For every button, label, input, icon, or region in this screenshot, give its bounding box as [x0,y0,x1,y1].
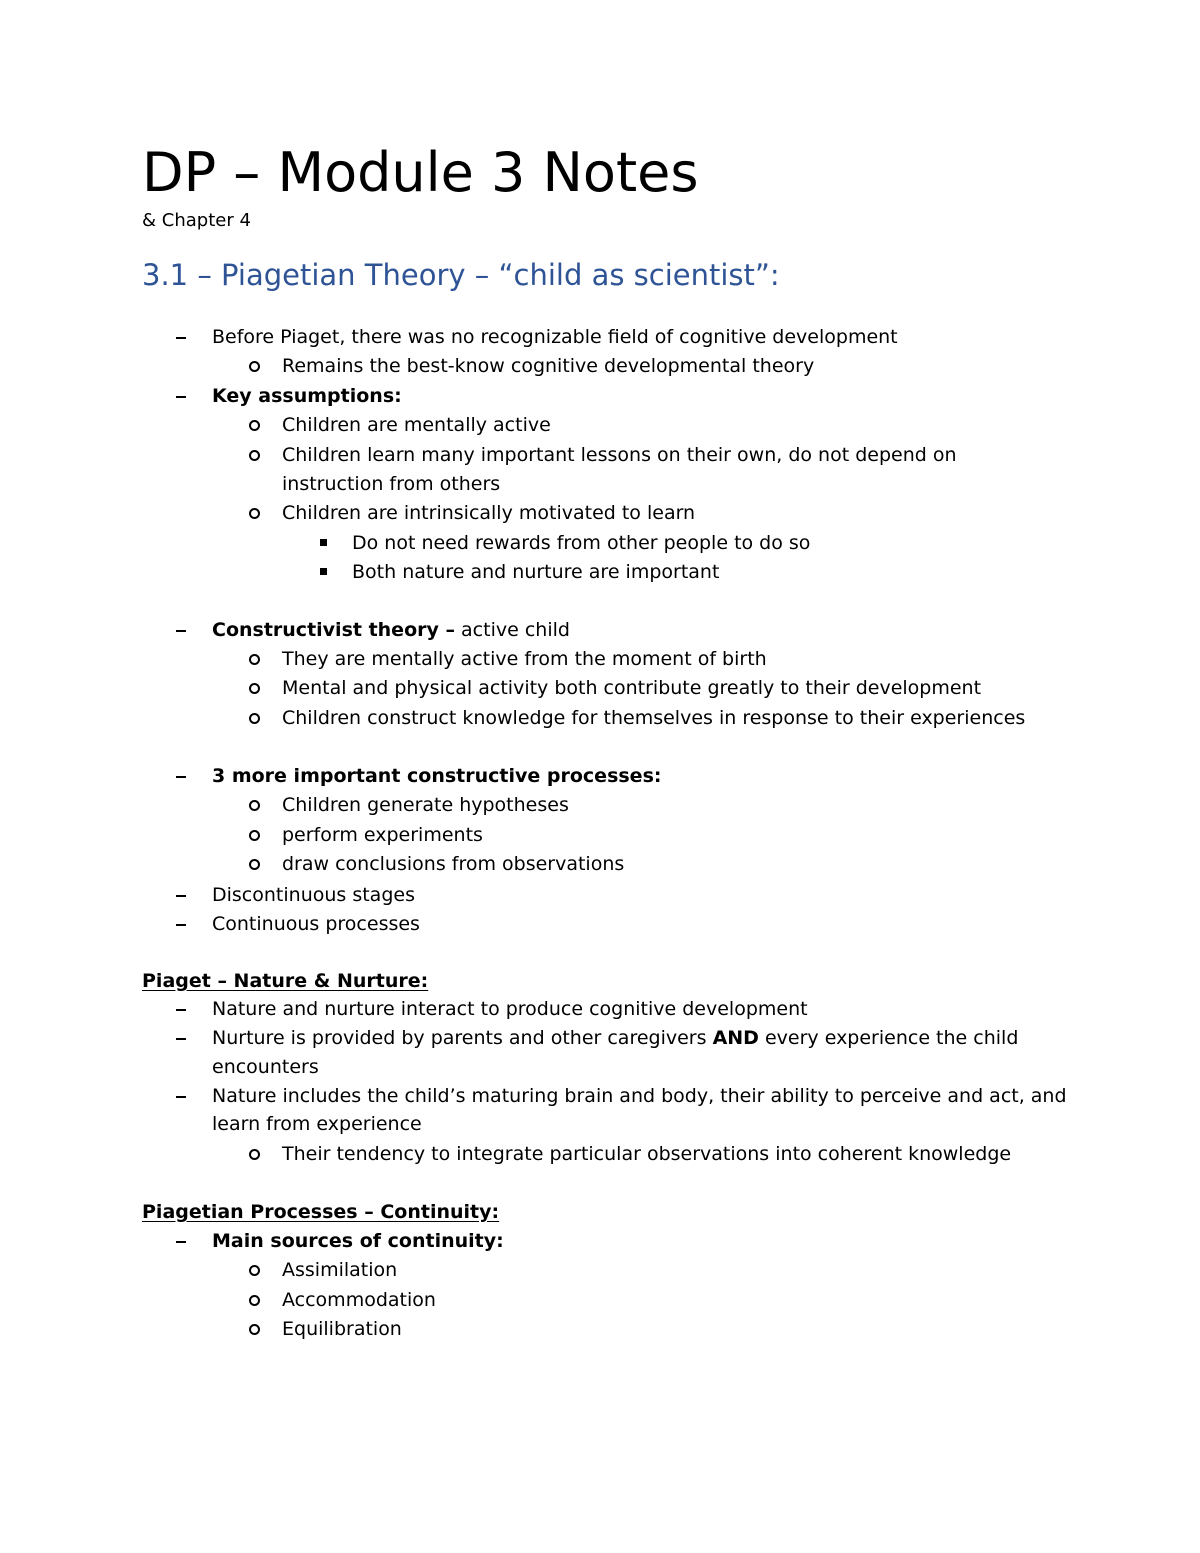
list-item-text: Children construct knowledge for themselves in response to their experiences [282,707,1026,729]
list-item-text: Both nature and nurture are important [352,561,720,583]
list-item-text: Children are mentally active [282,414,551,436]
list-item-text: Children learn many important lessons on their own, do not depend on [282,444,957,466]
list-item-text: Children are intrinsically motivated to learn [282,502,696,524]
section-subheading [142,1197,499,1227]
list-item-text: Before Piaget, there was no recognizable field of cognitive development [212,326,898,348]
list-item-text: Piagetian Processes – Continuity: [142,1201,500,1223]
list-item [212,615,570,645]
list-item [212,322,898,352]
section-subheading [142,966,428,996]
list-item [212,880,415,910]
list-item-text: encounters [212,1056,319,1078]
list-item-text: Continuous processes [212,913,420,935]
list-item-text: Remains the best-know cognitive developmental theory [282,355,815,377]
list-item [282,790,569,820]
list-item [212,1081,1067,1111]
list-item-text: Main sources of continuity: [212,1230,504,1252]
list-item [212,909,420,939]
list-item-text: active child [455,619,570,641]
list-item [212,1052,319,1082]
list-item [282,1314,402,1344]
list-item-text: Do not need rewards from other people to do so [352,532,811,554]
list-item-text: 3 more important constructive processes: [212,765,662,787]
list-item [282,703,1025,733]
list-item [282,644,767,674]
list-item [352,528,810,558]
list-item-text: Key assumptions: [212,385,402,407]
list-item [212,1109,422,1139]
list-item-text: perform experiments [282,824,483,846]
list-item [282,820,483,850]
list-item [282,673,981,703]
list-item-text: Nurture is provided by parents and other caregivers [212,1027,713,1049]
list-item [212,994,808,1024]
list-item [282,1255,397,1285]
list-item-text: They are mentally active from the moment of birth [282,648,767,670]
list-item-text: Discontinuous stages [212,884,415,906]
list-item [212,761,661,791]
list-item-text: Their tendency to integrate particular observations into coherent knowledge [282,1143,1012,1165]
list-item-text: Accommodation [282,1289,436,1311]
list-item [282,440,957,470]
page-subtitle: & Chapter 4 [142,210,251,231]
list-item-text: AND [712,1027,759,1049]
list-item [282,469,500,499]
list-item [282,849,624,879]
list-item-text: instruction from others [282,473,501,495]
list-item-text: draw conclusions from observations [282,853,625,875]
page-title: DP – Module 3 Notes [142,141,699,204]
list-item-text: Constructivist theory – [212,619,455,641]
section-heading: 3.1 – Piagetian Theory – “child as scientist”: [142,258,780,292]
list-item [282,498,695,528]
list-item-text: Assimilation [282,1259,398,1281]
list-item-text: Children generate hypotheses [282,794,569,816]
list-item [282,1285,436,1315]
list-item-text: learn from experience [212,1113,422,1135]
list-item [212,1226,504,1256]
list-item-text: Mental and physical activity both contribute greatly to their development [282,677,982,699]
list-item [352,557,719,587]
list-item [282,1139,1011,1169]
list-item-text: Piaget – Nature & Nurture: [142,970,429,992]
list-item-text: Nature includes the child’s maturing brain and body, their ability to perceive and act, and [212,1085,1067,1107]
list-item-text: Equilibration [282,1318,402,1340]
list-item [282,351,814,381]
list-item [212,381,402,411]
list-item [212,1023,1018,1053]
list-item-text: Nature and nurture interact to produce cognitive development [212,998,808,1020]
list-item-text: every experience the child [758,1027,1019,1049]
list-item [282,410,551,440]
